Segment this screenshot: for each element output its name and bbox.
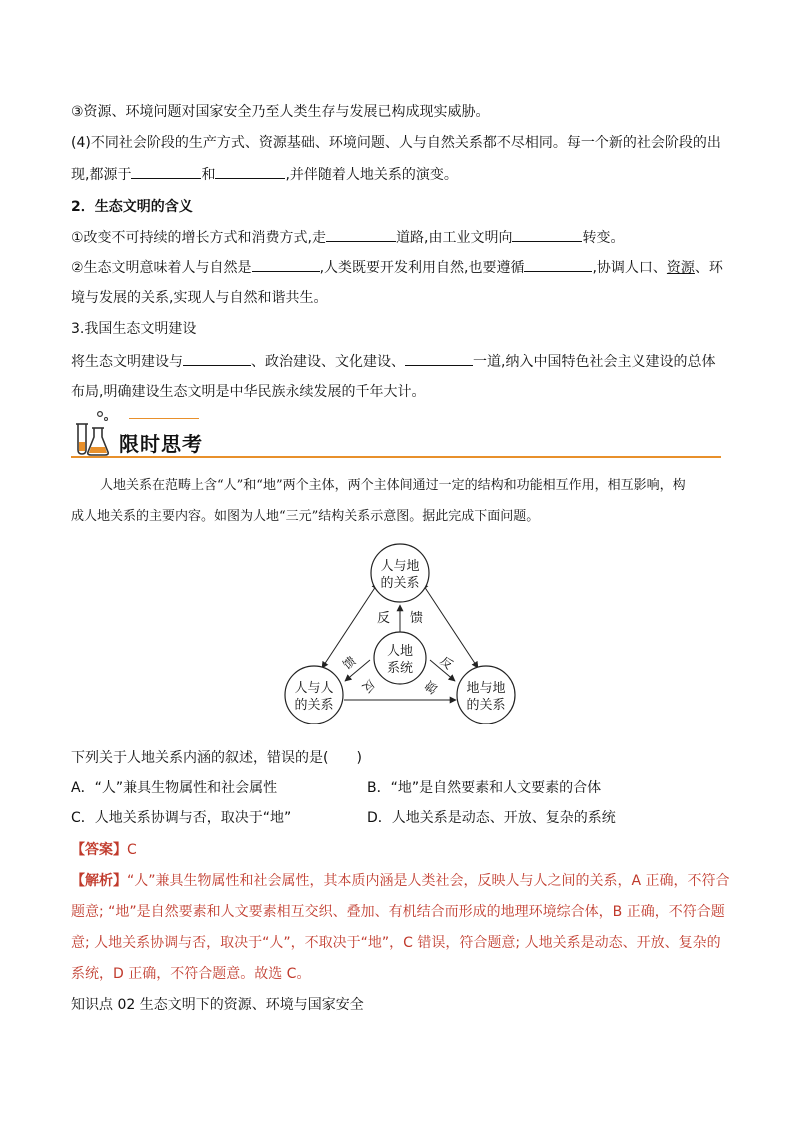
option-c[interactable]: C．人地关系协调与否，取决于“地” bbox=[71, 810, 292, 826]
eco-1 bbox=[71, 228, 624, 247]
intro-line2: 成人地关系的主要内容。如图为人地“三元”结构关系示意图。据此完成下面问题。 bbox=[71, 509, 540, 524]
text: 、政治建设、文化建设、 bbox=[251, 354, 405, 370]
feedback-label: 馈 bbox=[340, 653, 359, 673]
option-b[interactable]: B．“地”是自然要素和人文要素的合体 bbox=[367, 780, 602, 796]
node-label: 的关系 bbox=[466, 698, 506, 713]
answer-label: 【答案】 bbox=[71, 842, 127, 858]
blank-7[interactable] bbox=[183, 352, 251, 366]
section-2-title: 2．生态文明的含义 bbox=[71, 199, 193, 215]
feedback-label: 馈 bbox=[410, 611, 424, 626]
blank-6[interactable] bbox=[524, 258, 592, 272]
sec-3-line1 bbox=[71, 352, 715, 371]
text: 道路,由工业文明向 bbox=[396, 230, 513, 246]
blank-5[interactable] bbox=[252, 258, 320, 272]
blank-1[interactable] bbox=[131, 165, 201, 179]
text: 和 bbox=[201, 167, 216, 183]
feedback-label: 馈 bbox=[422, 677, 441, 697]
feedback-label: 反 bbox=[359, 676, 378, 696]
answer-value: C bbox=[127, 842, 137, 858]
text: 、环 bbox=[694, 260, 723, 276]
node-label: 的关系 bbox=[380, 576, 420, 591]
node-label: 人与人 bbox=[294, 681, 334, 696]
blank-8[interactable] bbox=[405, 352, 473, 366]
section-title: 限时思考 bbox=[119, 432, 203, 456]
node-label: 人地 bbox=[386, 644, 414, 659]
analysis-line2: 题意; “地”是自然要素和人文要素相互交织、叠加、有机结合而形成的地理环境综合体，B 正确，不符合题 bbox=[71, 904, 725, 920]
analysis-text: “人”兼具生物属性和社会属性，其本质内涵是人类社会，反映人与人之间的关系，A 正确，不符合 bbox=[127, 873, 730, 889]
text: ②生态文明意味着人与自然是 bbox=[71, 260, 252, 276]
resource-link[interactable]: 资源 bbox=[666, 260, 695, 276]
node-label: 的关系 bbox=[294, 698, 334, 713]
text: ,并伴随着人地关系的演变。 bbox=[285, 167, 458, 183]
sec-3-line2: 布局,明确建设生态文明是中华民族永续发展的千年大计。 bbox=[71, 384, 426, 400]
knowledge-point-title: 知识点 02 生态文明下的资源、环境与国家安全 bbox=[71, 997, 364, 1013]
analysis-label: 【解析】 bbox=[71, 873, 127, 889]
blank-3[interactable] bbox=[326, 228, 396, 242]
analysis-line3: 意; 人地关系协调与否，取决于“人”，不取决于“地”，C 错误，符合题意; 人地关系是动态、开放、复杂的 bbox=[71, 935, 721, 951]
analysis-line4: 系统，D 正确，不符合题意。故选 C。 bbox=[71, 966, 311, 982]
section-3-title: 3.我国生态文明建设 bbox=[71, 321, 197, 337]
answer bbox=[71, 841, 137, 859]
header-top-rule bbox=[129, 418, 199, 419]
eco-2-line1 bbox=[71, 258, 723, 277]
lab-flask-icon bbox=[71, 410, 113, 456]
node-label: 地与地 bbox=[466, 681, 506, 696]
section-header bbox=[71, 408, 721, 460]
text: ①改变不可持续的增长方式和消费方式,走 bbox=[71, 230, 326, 246]
para-4-line2 bbox=[71, 165, 458, 184]
node-label: 人与地 bbox=[380, 559, 420, 574]
header-rule bbox=[71, 456, 721, 458]
text: ,人类既要开发利用自然,也要遵循 bbox=[319, 260, 525, 276]
text: ,协调人口、 bbox=[592, 260, 667, 276]
text: 一道,纳入中国特色社会主义建设的总体 bbox=[473, 354, 716, 370]
feedback-label: 反 bbox=[376, 611, 390, 626]
text: 现,都源于 bbox=[71, 167, 132, 183]
arrow-top-right bbox=[422, 583, 478, 668]
analysis-line1 bbox=[71, 872, 730, 890]
node-label: 系统 bbox=[386, 661, 414, 676]
blank-4[interactable] bbox=[512, 228, 582, 242]
feedback-label: 反 bbox=[437, 653, 456, 673]
human-land-diagram bbox=[280, 538, 520, 724]
question-stem: 下列关于人地关系内涵的叙述，错误的是( ) bbox=[71, 750, 362, 766]
option-a[interactable]: A．“人”兼具生物属性和社会属性 bbox=[71, 780, 278, 796]
eco-2-line2: 境与发展的关系,实现人与自然和谐共生。 bbox=[71, 290, 328, 306]
text: 将生态文明建设与 bbox=[71, 354, 183, 370]
para-3: ③资源、环境问题对国家安全乃至人类生存与发展已构成现实威胁。 bbox=[71, 104, 490, 120]
text: 转变。 bbox=[582, 230, 625, 246]
intro-line1: 人地关系在范畴上含“人”和“地”两个主体，两个主体间通过一定的结构和功能相互作用，相互影响，构 bbox=[100, 478, 686, 493]
blank-2[interactable] bbox=[215, 165, 285, 179]
para-4-line1: (4)不同社会阶段的生产方式、资源基础、环境问题、人与自然关系都不尽相同。每一个新的社会阶段的出 bbox=[71, 135, 721, 151]
option-d[interactable]: D．人地关系是动态、开放、复杂的系统 bbox=[367, 810, 616, 826]
